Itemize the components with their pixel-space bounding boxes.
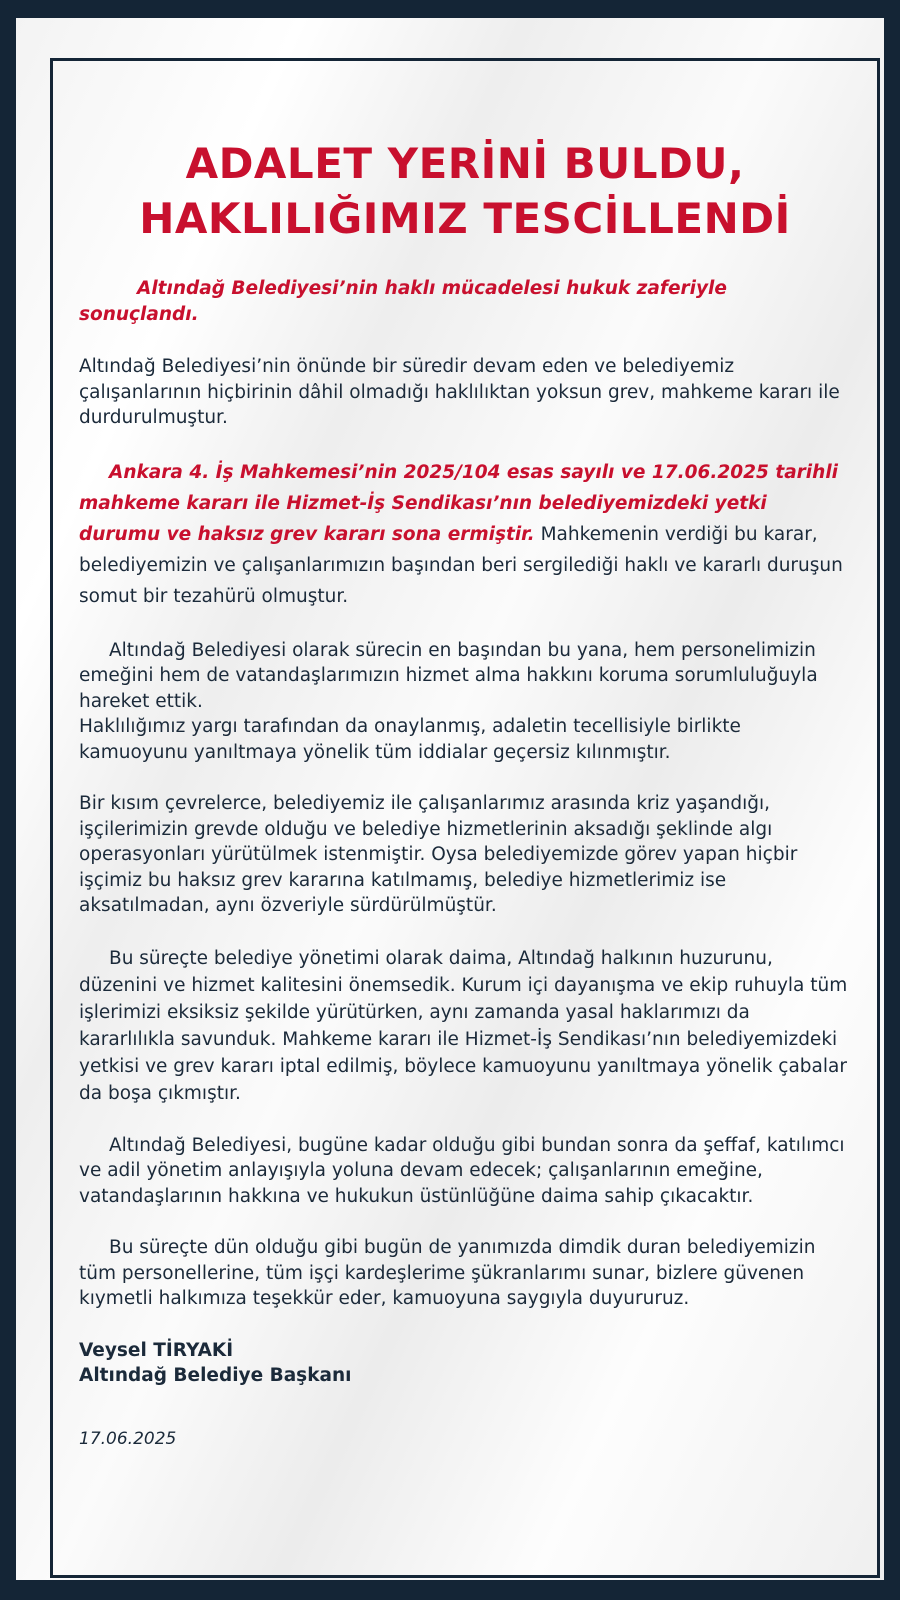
paragraph-7: Bu süreçte dün olduğu gibi bugün de yanımızda dimdik duran belediyemizin tüm personellerine, tüm işçi kardeşlerime şükranlarımı sunar, bizlere güvenen kıymetli halkımıza teşekkür eder, kamuoyuna saygıyla duyururuz. xyxy=(79,1237,816,1309)
statement-body xyxy=(79,276,849,1452)
paragraph-2 xyxy=(79,457,849,612)
paragraph-3b: Haklılığımız yargı tarafından da onaylanmış, adaletin tecellisiyle birlikte kamuoyunu yanıltmaya yönelik tüm iddialar geçersiz kılınmıştır. xyxy=(79,716,741,763)
paragraph-6: Altındağ Belediyesi, bugüne kadar olduğu gibi bundan sonra da şeffaf, katılımcı ve adil yönetim anlayışıyla yoluna devam edecek; çalışanlarının emeğine, vatandaşlarının hakkına ve hukukun üstünlüğüne daima sahip çıkacaktır. xyxy=(79,1134,845,1207)
signature-name: Veysel TİRYAKİ xyxy=(79,1339,234,1361)
paragraph-4: Bir kısım çevrelerce, belediyemiz ile çalışanlarımız arasında kriz yaşandığı, işçilerimizin grevde olduğu ve belediye hizmetlerinin aksadığı şeklinde algı operasyonları yürütülmek istenmiştir. Oysa belediyemizde görev yapan hiçbir işçimiz bu haksız grev kararına katılmamış, belediye hizmetlerimiz ise aksatılmadan, aynı özveriyle sürdürülmüştür. xyxy=(79,793,798,916)
headline-line-2: HAKLILIĞIMIZ TESCİLLENDİ xyxy=(139,194,791,243)
paragraph-1: Altındağ Belediyesi’nin önünde bir süredir devam eden ve belediyemiz çalışanlarının hiçbirinin dâhil olmadığı haklılıktan yoksun grev, mahkeme kararı ile durdurulmuştur. xyxy=(79,356,840,428)
paragraph-5: Bu süreçte belediye yönetimi olarak daima, Altındağ halkının huzurunu, düzenini ve hizmet kalitesini önemsedik. Kurum içi dayanışma ve ekip ruhuyla tüm işlerimizi eksiksiz şekilde yürütürken, aynı zamanda yasal haklarımızı da kararlılıkla savunduk. Mahkeme kararı ile Hizmet-İş Sendikası’nın belediyemizdeki yetkisi ve grev kararı iptal edilmiş, böylece kamuoyunu yanıltmaya yönelik çabalar da boşa çıkmıştır. xyxy=(79,947,848,1104)
signature-role: Altındağ Belediye Başkanı xyxy=(79,1365,352,1386)
court-ruling-highlight: Ankara 4. İş Mahkemesi’nin 2025/104 esas sayılı ve 17.06.2025 tarihli mahkeme kararı ile Hizmet-İş Sendikası’nın belediyemizdeki yetki durumu ve haksız grev kararı sona ermiştir. xyxy=(79,461,838,545)
headline-line-1: ADALET YERİNİ BULDU, xyxy=(185,139,745,188)
paragraph-2-rest: Mahkemenin verdiği bu karar, belediyemizin ve çalışanlarımızın başından beri sergilediği haklı ve kararlı duruşun somut bir tezahürü olmuştur. xyxy=(79,523,843,607)
statement-date: 17.06.2025 xyxy=(79,1428,177,1449)
headline xyxy=(50,136,880,246)
lead-sentence: Altındağ Belediyesi’nin haklı mücadelesi hukuk zaferiyle sonuçlandı. xyxy=(79,278,727,325)
statement-page xyxy=(16,18,884,1580)
paragraph-3a: Altındağ Belediyesi olarak sürecin en başından bu yana, hem personelimizin emeğini hem de vatandaşlarımızın hizmet alma hakkını koruma sorumluluğuyla hareket ettik. xyxy=(79,639,818,712)
